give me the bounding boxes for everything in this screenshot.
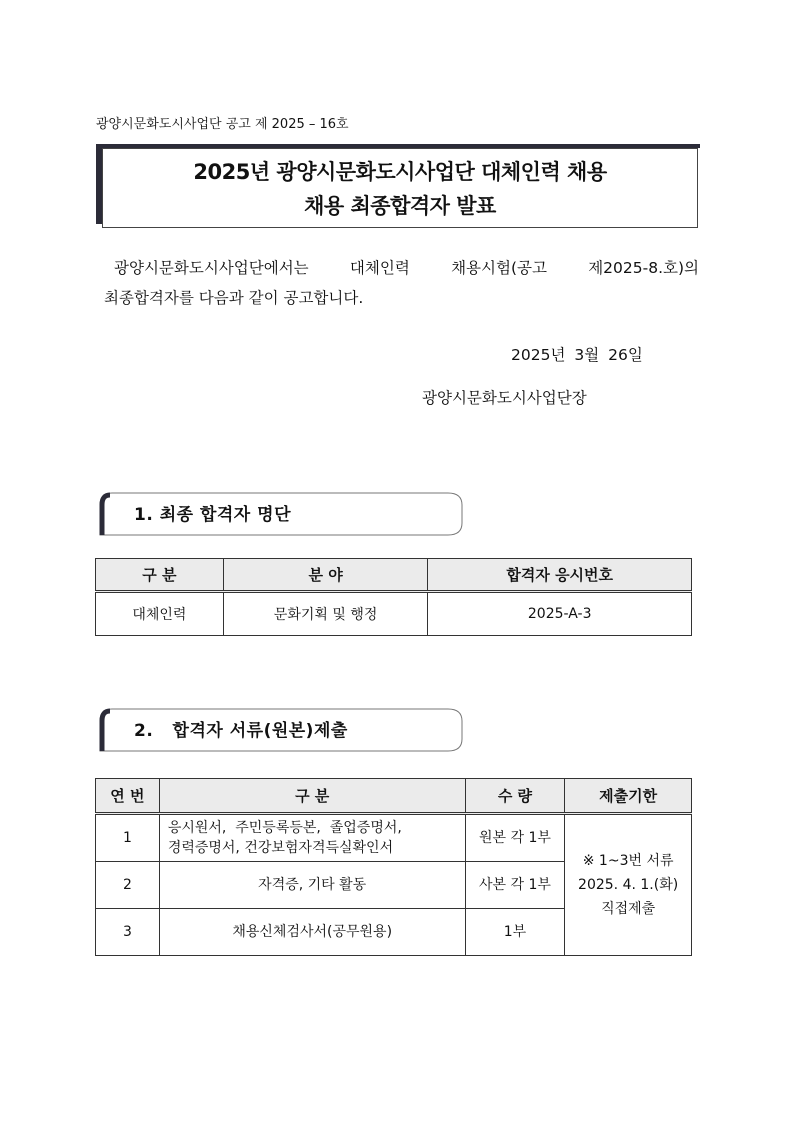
title-box [96, 144, 700, 230]
intro-word: 광양시문화도시사업단에서는 [114, 259, 309, 277]
document-list: 채용신체검사서(공무원용) [159, 909, 465, 956]
quantity: 사본 각 1부 [465, 862, 565, 909]
document-list: 자격증, 기타 활동 [159, 862, 465, 909]
table-row [96, 592, 692, 636]
passer-table [95, 558, 692, 636]
intro-word: 채용시험(공고 [451, 259, 547, 277]
col-header: 분 야 [223, 559, 428, 592]
issuer: 광양시문화도시사업단장 [422, 389, 587, 407]
row-number: 2 [96, 862, 160, 909]
col-header: 합격자 응시번호 [428, 559, 692, 592]
table-row [96, 814, 692, 862]
intro-word: 대체인력 [349, 259, 410, 277]
intro-word: 제2025-8.호)의 [588, 259, 699, 277]
table-cell: 대체인력 [96, 592, 224, 636]
section2-title: 2. 합격자 서류(원본)제출 [134, 721, 348, 741]
col-header: 수 량 [465, 779, 565, 814]
page-title-line2: 채용 최종합격자 발표 [304, 194, 496, 218]
deadline-line: 직접제출 [601, 901, 656, 917]
section2-tab [96, 707, 464, 751]
notice-number: 광양시문화도시사업단 공고 제 2025 – 16호 [96, 117, 349, 132]
row-number: 1 [96, 814, 160, 862]
page-title-line1: 2025년 광양시문화도시사업단 대체인력 채용 [193, 160, 607, 184]
title-frame [102, 148, 698, 228]
table-header-row [96, 559, 692, 592]
deadline-line: ※ 1~3번 서류 [582, 853, 674, 869]
document-list [159, 814, 465, 862]
document-line: 응시원서, 주민등록등본, 졸업증명서, [167, 820, 402, 836]
announcement-date: 2025년 3월 26일 [511, 346, 643, 364]
section1-tab [96, 491, 464, 535]
section1-title: 1. 최종 합격자 명단 [134, 505, 291, 525]
intro-line1 [104, 253, 699, 283]
table-cell: 2025-A-3 [428, 592, 692, 636]
quantity: 원본 각 1부 [465, 814, 565, 862]
deadline-cell [565, 814, 692, 956]
intro-line2: 최종합격자를 다음과 같이 공고합니다. [104, 289, 364, 307]
deadline-line: 2025. 4. 1.(화) [578, 877, 679, 893]
intro-paragraph [104, 253, 699, 313]
row-number: 3 [96, 909, 160, 956]
table-header-row [96, 779, 692, 814]
quantity: 1부 [465, 909, 565, 956]
col-header: 제출기한 [565, 779, 692, 814]
col-header: 연 번 [96, 779, 160, 814]
table-cell: 문화기획 및 행정 [223, 592, 428, 636]
documents-table [95, 778, 692, 956]
col-header: 구 분 [96, 559, 224, 592]
col-header: 구 분 [159, 779, 465, 814]
document-line: 경력증명서, 건강보험자격득실확인서 [167, 840, 394, 856]
